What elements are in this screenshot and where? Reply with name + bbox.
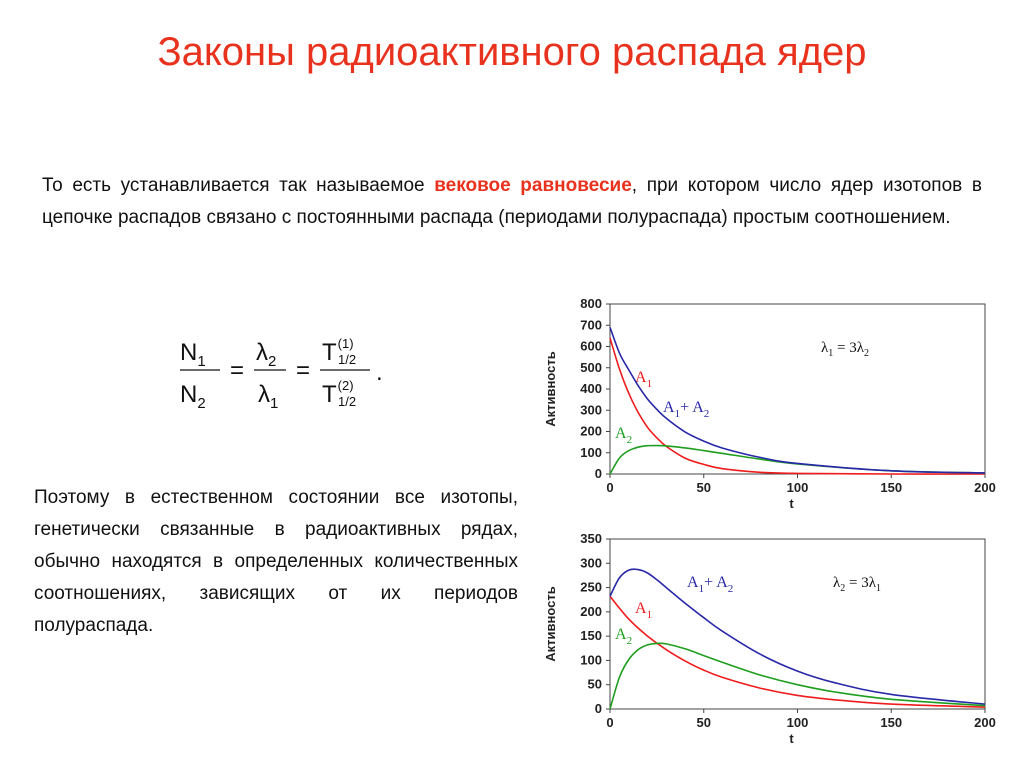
y-tick-label: 100: [580, 652, 602, 668]
y-tick-label: 800: [580, 296, 602, 311]
lambda-annotation: $\lambda_1 = 3\lambda_2$: [821, 340, 870, 359]
formula-equals-1: =: [230, 357, 245, 384]
activity-chart-top: [535, 290, 1005, 530]
x-tick-label: 100: [786, 715, 809, 730]
y-tick-label: 0: [594, 466, 602, 481]
formula-t2: $T^{(2)}$: [322, 378, 354, 408]
intro-paragraph: [42, 170, 982, 234]
formula-t2-sub: 1/2: [338, 394, 357, 409]
x-tick-label: 100: [786, 480, 809, 495]
x-tick-label: 150: [880, 480, 903, 495]
y-tick-label: 600: [580, 338, 602, 354]
y-axis-label: Активность: [543, 351, 558, 427]
formula-t1: $T^{(1)}$: [322, 336, 354, 366]
formula-n2: $N_2$: [180, 381, 206, 412]
y-tick-label: 250: [580, 579, 602, 595]
formula-lambda2: $\lambda_2$: [256, 339, 277, 370]
intro-text-end: , при котором число ядер изотопов в цепочке распадов связано с постоянными распада (периодами полураспада) простым соотношением.: [42, 175, 982, 228]
plot-area: [610, 304, 985, 474]
x-tick-label: 200: [974, 715, 996, 730]
series-label-a1: $A_1$: [635, 369, 653, 390]
series-label-a1: $A_1$: [635, 600, 653, 621]
activity-chart-bottom: [535, 525, 1005, 765]
formula-lambda1: $\lambda_1$: [258, 381, 279, 412]
x-tick-label: 150: [880, 715, 903, 730]
series-label-a1-plus-a2: $A_1+ A_2$: [687, 574, 734, 595]
x-tick-label: 200: [974, 480, 996, 495]
page-title: Законы радиоактивного распада ядер: [157, 30, 867, 74]
y-tick-label: 300: [580, 555, 602, 571]
formula-t1-sub: 1/2: [338, 352, 357, 367]
body-paragraph: Поэтому в естественном состоянии все изотопы, генетически связанные в радиоактивных рядах, обычно находятся в определенных количественных соотношениях, зависящих от их периодов полураспада.: [34, 487, 518, 636]
series-label-a2: $A_2$: [615, 626, 633, 647]
y-tick-label: 300: [580, 402, 602, 418]
series-label-a2: $A_2$: [615, 425, 633, 446]
x-tick-label: 50: [696, 715, 711, 730]
series-label-a1-plus-a2: $A_1+ A_2$: [663, 399, 710, 420]
intro-highlight: вековое равновесие: [434, 175, 632, 196]
x-tick-label: 0: [606, 715, 614, 730]
formula-equals-2: =: [296, 357, 311, 384]
lambda-annotation: $\lambda_2 = 3\lambda_1$: [833, 575, 882, 594]
y-tick-label: 700: [580, 317, 602, 333]
intro-text-start: То есть устанавливается так называемое: [42, 175, 435, 196]
formula-period: .: [376, 359, 383, 386]
y-tick-label: 200: [580, 423, 602, 439]
plot-area: [610, 539, 985, 709]
x-axis-label: t: [789, 496, 794, 511]
y-axis-label: Активность: [543, 586, 558, 662]
y-tick-label: 100: [580, 444, 602, 460]
x-axis-label: t: [789, 731, 794, 746]
y-tick-label: 350: [580, 531, 602, 546]
formula-n1: $N_1$: [180, 339, 206, 370]
y-tick-label: 200: [580, 603, 602, 619]
formula: [180, 320, 400, 420]
x-tick-label: 0: [606, 480, 614, 495]
y-tick-label: 50: [587, 676, 602, 692]
y-tick-label: 400: [580, 381, 602, 396]
y-tick-label: 0: [594, 701, 602, 716]
x-tick-label: 50: [696, 480, 711, 495]
y-tick-label: 150: [580, 628, 602, 644]
y-tick-label: 500: [580, 359, 602, 375]
